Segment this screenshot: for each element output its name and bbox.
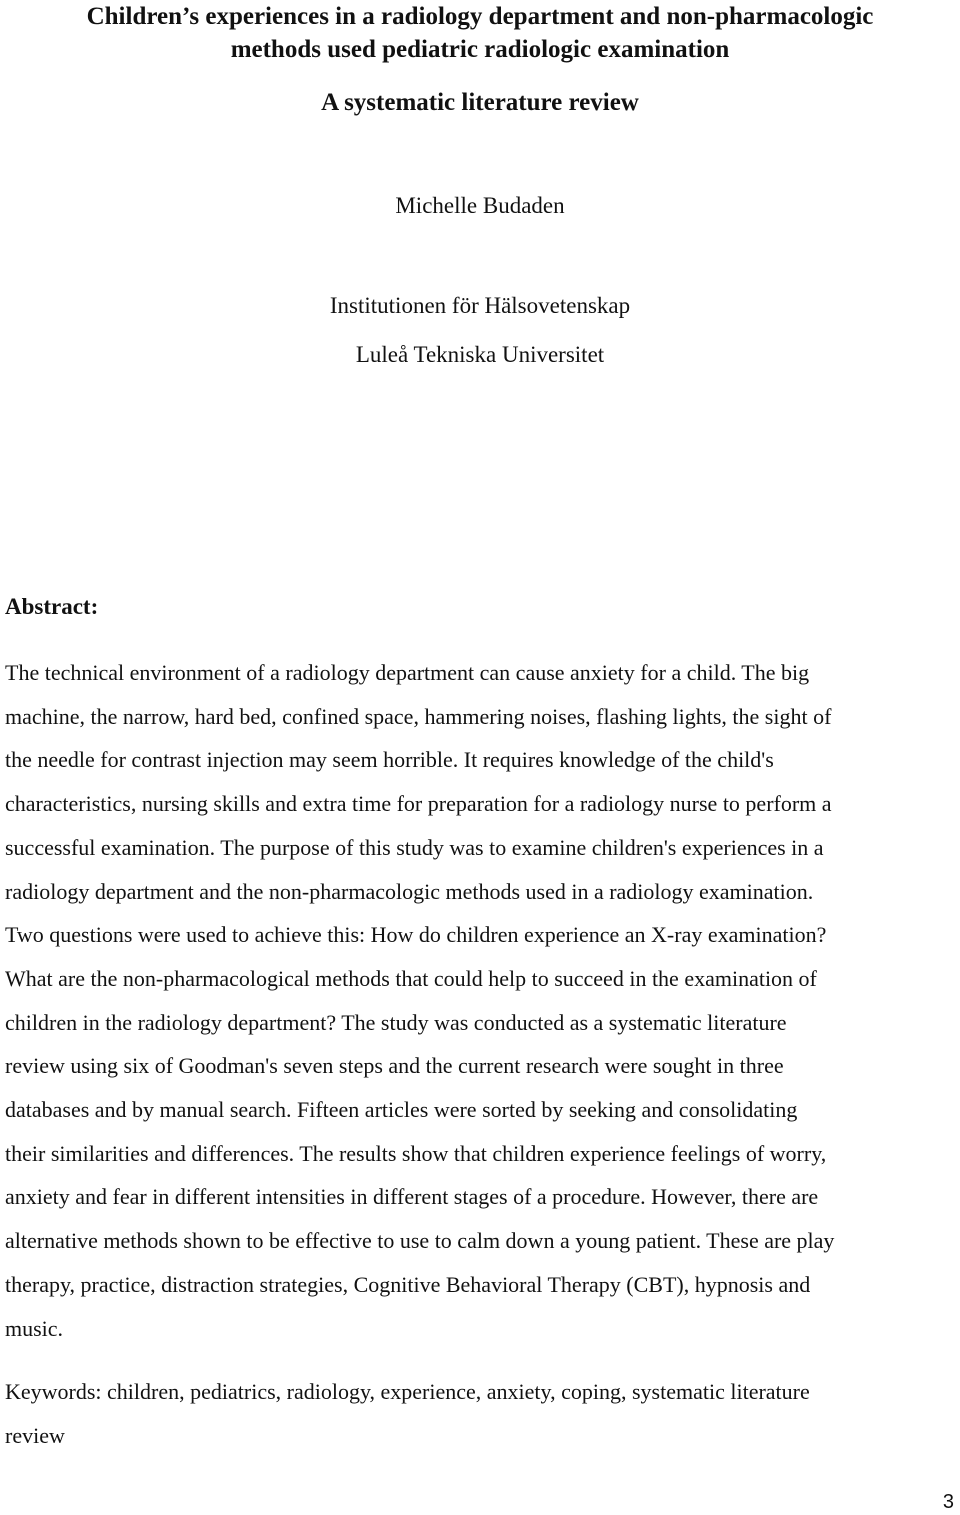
abstract-line: databases and by manual search. Fifteen articles were sorted by seeking and consolidating	[5, 1097, 798, 1123]
abstract-line: Two questions were used to achieve this: How do children experience an X-ray examination?	[5, 922, 827, 948]
abstract-line: music.	[5, 1315, 64, 1341]
affiliation-university: Luleå Tekniska Universitet	[355, 342, 605, 367]
document-title	[0, 0, 960, 66]
page-number: 3	[942, 1491, 954, 1513]
document-subtitle: A systematic literature review	[321, 89, 639, 116]
keywords-line: review	[5, 1422, 65, 1448]
abstract-line: What are the non-pharmacological methods that could help to succeed in the examination of	[5, 965, 817, 991]
abstract-line: therapy, practice, distraction strategies, Cognitive Behavioral Therapy (CBT), hypnosis and	[5, 1271, 811, 1297]
title-line-2: methods used pediatric radiologic examination	[230, 36, 730, 63]
author-name: Michelle Budaden	[395, 193, 565, 218]
abstract-line: The technical environment of a radiology department can cause anxiety for a child. The big	[5, 660, 810, 685]
abstract-line: radiology department and the non-pharmacologic methods used in a radiology examination.	[5, 878, 814, 904]
abstract-line: successful examination. The purpose of this study was to examine children's experiences in a	[5, 834, 824, 860]
abstract-heading: Abstract:	[5, 594, 99, 619]
abstract-line: their similarities and differences. The results show that children experience feelings of worry,	[5, 1140, 827, 1166]
abstract-line: the needle for contrast injection may seem horrible. It requires knowledge of the child's	[5, 747, 774, 773]
keywords-line: Keywords: children, pediatrics, radiology, experience, anxiety, coping, systematic literature	[5, 1379, 810, 1404]
abstract-line: anxiety and fear in different intensities in different stages of a procedure. However, there are	[5, 1184, 819, 1210]
abstract-line: characteristics, nursing skills and extra time for preparation for a radiology nurse to perform a	[5, 791, 832, 817]
keywords-paragraph	[5, 1370, 958, 1457]
abstract-line: alternative methods shown to be effective to use to calm down a young patient. These are play	[5, 1228, 835, 1254]
title-line-1: Children’s experiences in a radiology department and non-pharmacologic	[86, 3, 874, 30]
abstract-body	[5, 651, 958, 1350]
affiliation-department: Institutionen för Hälsovetenskap	[329, 293, 631, 318]
abstract-line: children in the radiology department? The study was conducted as a systematic literature	[5, 1009, 787, 1035]
abstract-line: review using six of Goodman's seven steps and the current research were sought in three	[5, 1053, 784, 1079]
abstract-line: machine, the narrow, hard bed, confined space, hammering noises, flashing lights, the sight of	[5, 703, 832, 729]
